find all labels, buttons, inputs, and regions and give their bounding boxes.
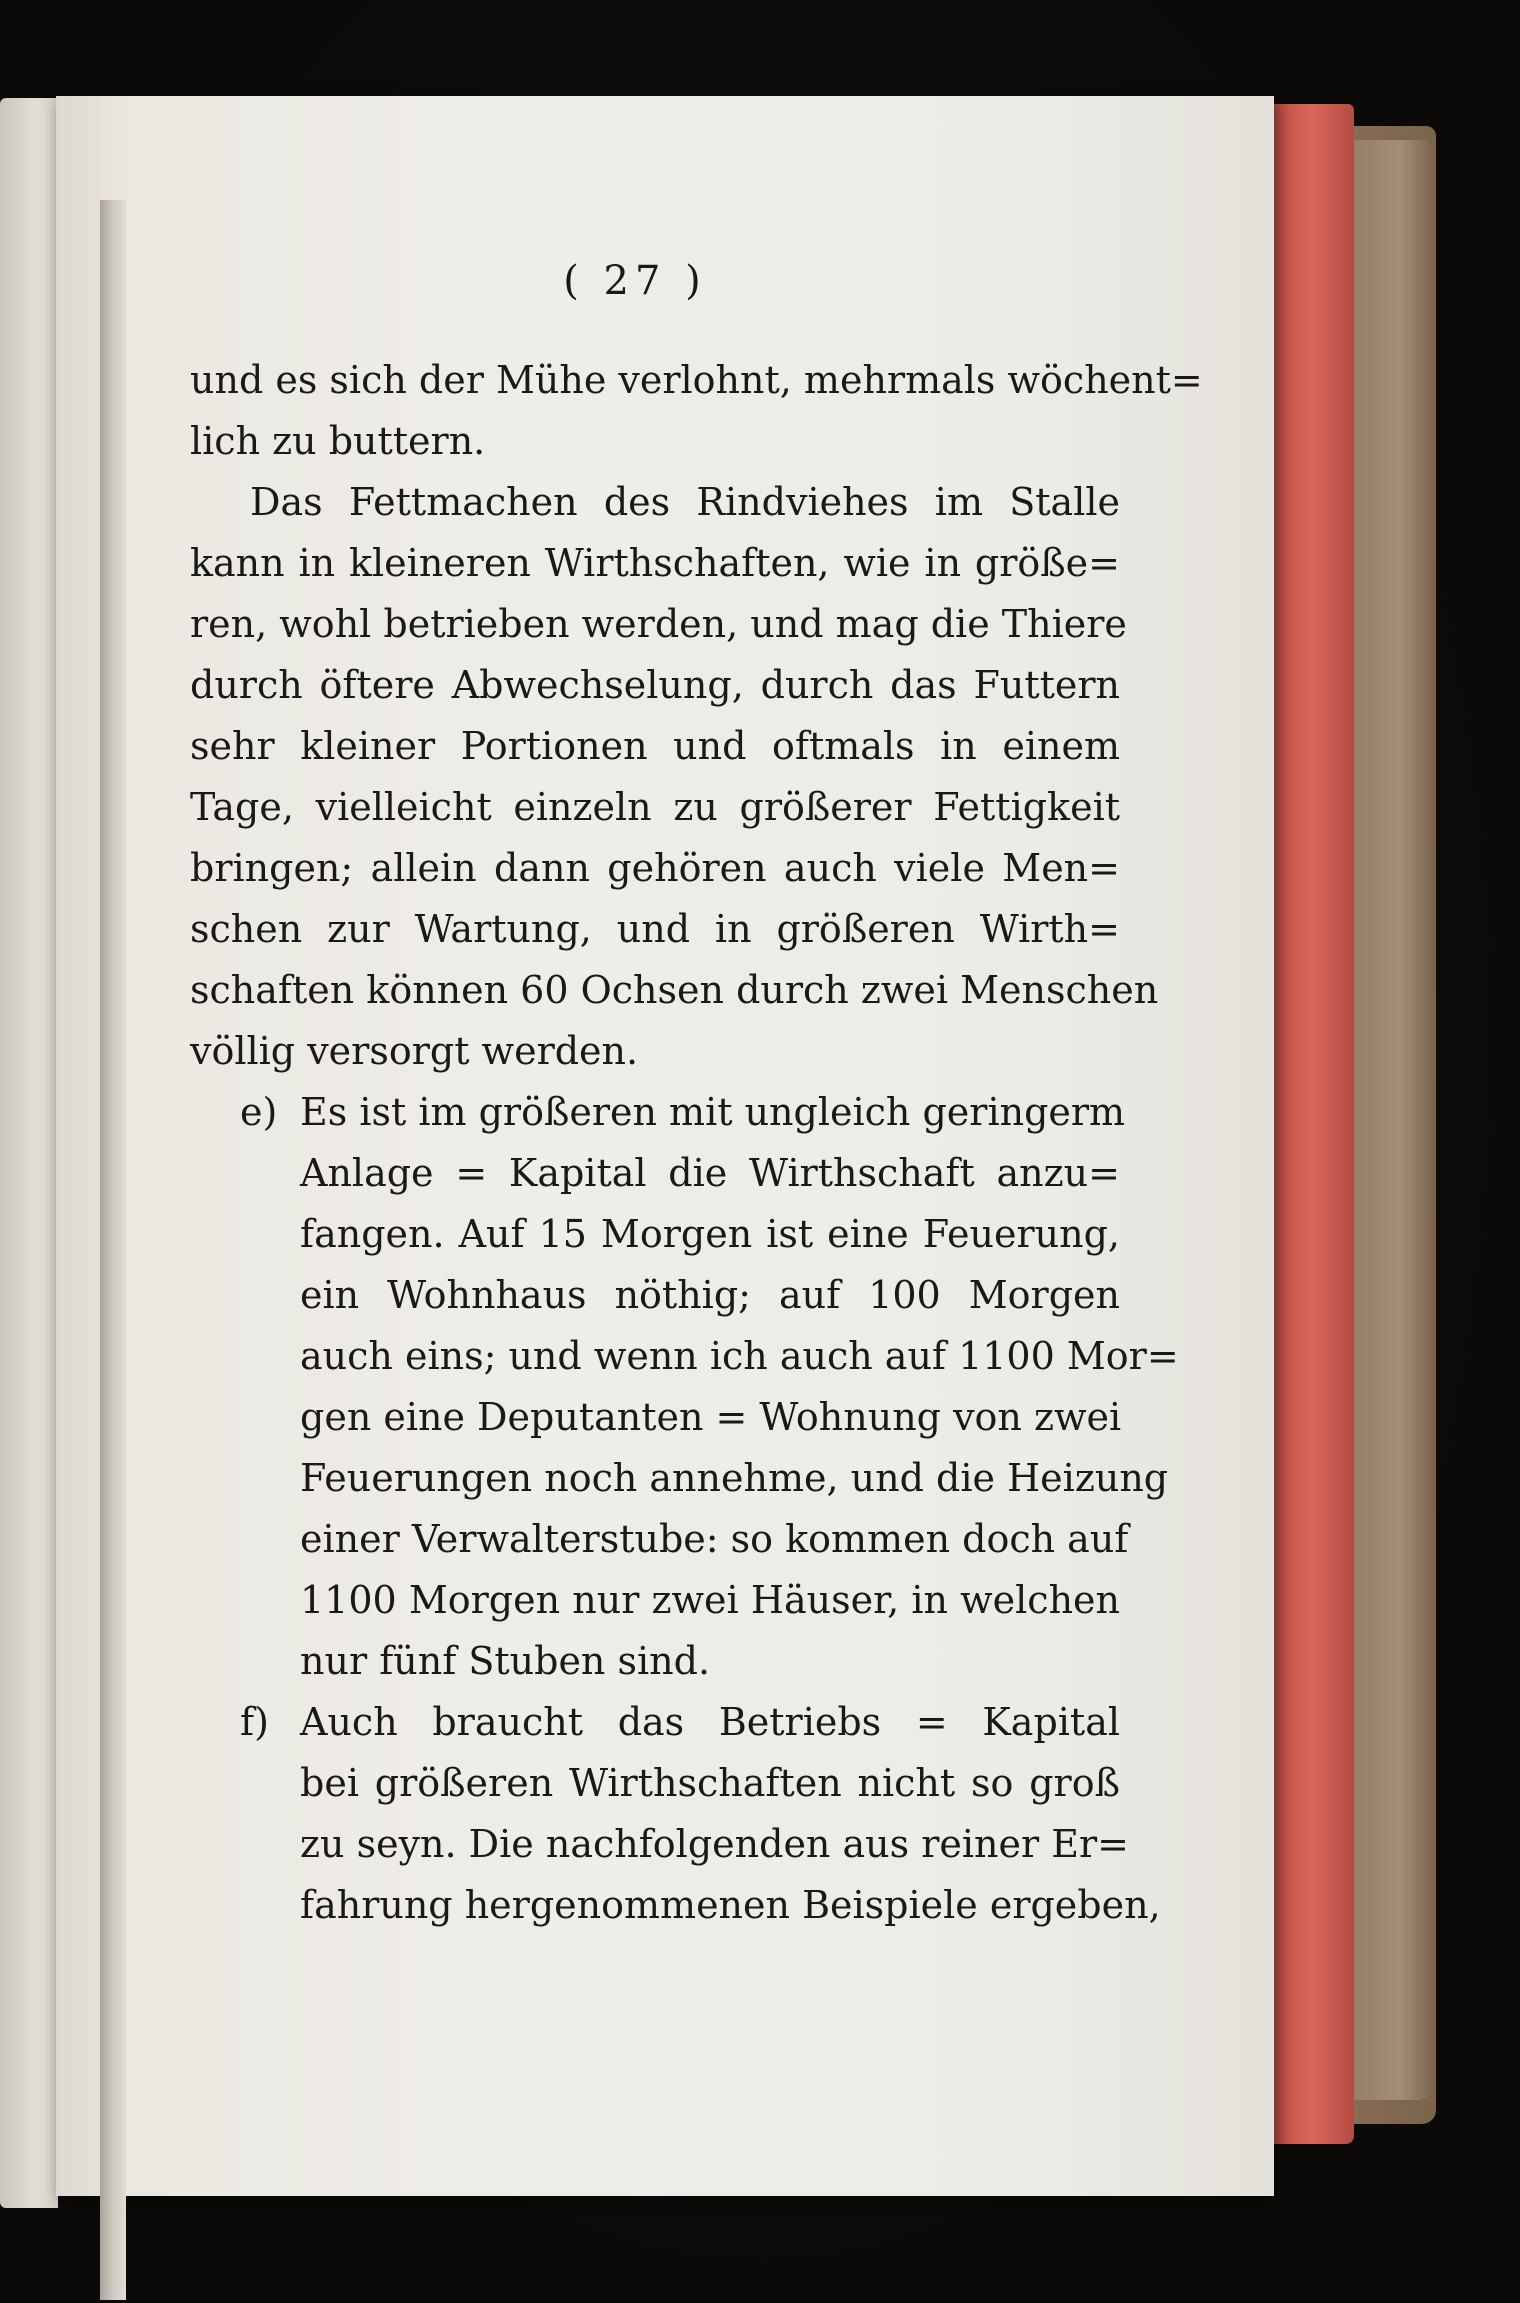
text-line: auch eins; und wenn ich auch auf 1100 Mor= — [300, 1334, 1179, 1378]
text-line: einer Verwalterstube: so kommen doch auf — [300, 1517, 1129, 1561]
text-line: lich zu buttern. — [190, 419, 486, 463]
worn-cover-board — [1352, 140, 1432, 2100]
text-line: Das Fettmachen des Rindviehes im Stalle — [250, 480, 1120, 524]
text-line: ein Wohnhaus nöthig; auf 100 Morgen — [300, 1273, 1120, 1317]
list-item-e — [190, 1082, 1179, 1692]
text-line: ren, wohl betrieben werden, und mag die Thiere — [190, 602, 1127, 646]
paragraph-fattening — [190, 472, 1159, 1082]
text-line: schaften können 60 Ochsen durch zwei Menschen — [190, 968, 1159, 1012]
item-marker: e) — [240, 1090, 278, 1134]
text-line: schen zur Wartung, und in größeren Wirth= — [190, 907, 1120, 951]
text-line: 1100 Morgen nur zwei Häuser, in welchen — [300, 1578, 1120, 1622]
text-line: völlig versorgt werden. — [190, 1029, 639, 1073]
text-line: bringen; allein dann gehören auch viele Men= — [190, 846, 1120, 890]
list-item-f — [190, 1692, 1161, 1936]
text-line: Feuerungen noch annehme, und die Heizung — [300, 1456, 1169, 1500]
text-line: Es ist im größeren mit ungleich geringerm — [300, 1090, 1126, 1134]
text-line: gen eine Deputanten = Wohnung von zwei — [300, 1395, 1122, 1439]
text-line: bei größeren Wirthschaften nicht so groß — [300, 1761, 1120, 1805]
text-line: nur fünf Stuben sind. — [300, 1639, 711, 1683]
text-line: zu seyn. Die nachfolgenden aus reiner Er= — [300, 1822, 1129, 1866]
previous-page-edge — [0, 98, 58, 2208]
text-line: kann in kleineren Wirthschaften, wie in größe= — [190, 541, 1120, 585]
page-gutter — [100, 200, 126, 2300]
item-marker: f) — [240, 1700, 269, 1744]
page-number: ( 27 ) — [563, 258, 707, 304]
page-text — [190, 350, 1203, 1936]
text-line: Tage, vielleicht einzeln zu größerer Fettigkeit — [190, 785, 1120, 829]
text-line: durch öftere Abwechselung, durch das Futtern — [190, 663, 1120, 707]
text-line: sehr kleiner Portionen und oftmals in einem — [190, 724, 1120, 768]
text-line: fangen. Auf 15 Morgen ist eine Feuerung, — [300, 1212, 1120, 1256]
text-line: fahrung hergenommenen Beispiele ergeben, — [300, 1883, 1161, 1927]
text-line: Anlage = Kapital die Wirthschaft anzu= — [300, 1151, 1120, 1195]
text-line: Auch braucht das Betriebs = Kapital — [300, 1700, 1120, 1744]
text-line: und es sich der Mühe verlohnt, mehrmals wöchent= — [190, 358, 1203, 402]
